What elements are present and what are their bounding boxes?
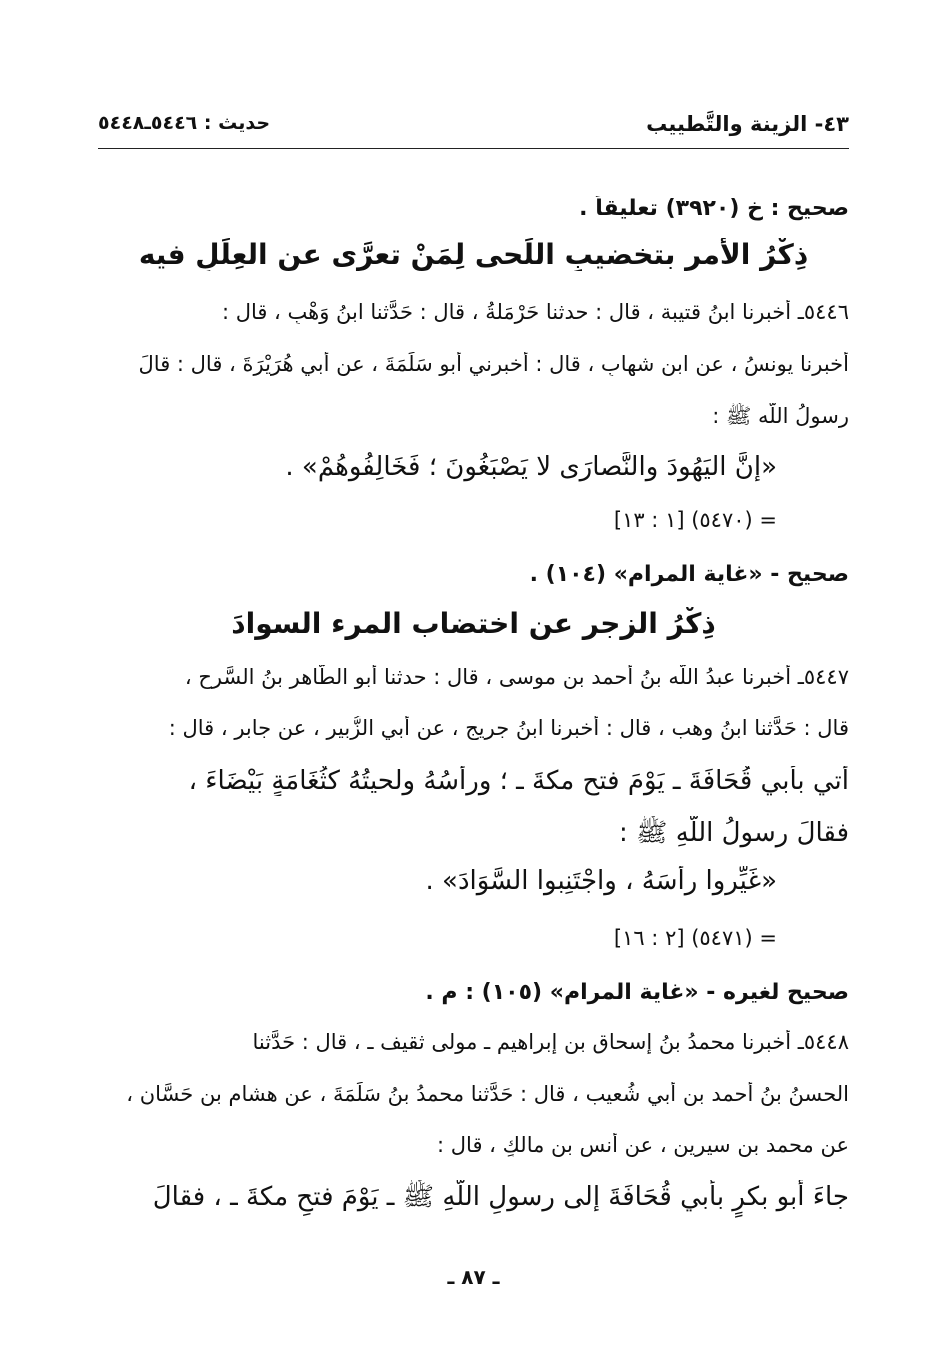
hadith-5446-line-2: أخبرنا يونسُ ، عن ابنِ شهابٍ ، قال : أخبرني أبو سَلَمَةَ ، عن أبي هُرَيْرَةَ ، قال : قالَ bbox=[138, 352, 849, 376]
hadith-5446-cross-reference: = (٥٤٧٠) [١ : ١٣] bbox=[613, 508, 777, 532]
hadith-5447-line-1: ٥٤٤٧ـ أخبرنا عبدُ اللّه بنُ أحمد بن موسى ، قال : حدثنا أبو الطَّاهر بنُ السَّرحِ ، bbox=[184, 665, 849, 689]
hadith-5446-line-3: رسولُ اللّه ﷺ : bbox=[712, 404, 849, 428]
grade-line: صحيح - «غاية المرام» (١٠٤) . bbox=[529, 562, 849, 587]
section-title: ذِكْرُ الزجر عن اختضاب المرء السوادَ bbox=[231, 607, 716, 640]
hadith-5447-cross-reference: = (٥٤٧١) [٢ : ١٦] bbox=[613, 926, 777, 950]
section-title: ذِكْرُ الأمر بتخضيبِ اللِّحى لِمَنْ تعرَّى عن العِلَلِ فيه bbox=[138, 238, 809, 271]
grade-line: صحيح : خ (٣٩٢٠) تعليقاً . bbox=[579, 196, 849, 221]
hadith-5446-line-1: ٥٤٤٦ـ أخبرنا ابنُ قتيبة ، قال : حدثنا حَرْمَلةُ ، قال : حَدَّثنا ابنُ وَهْبٍ ، قال : bbox=[221, 300, 849, 324]
hadith-5447-line-4: فقالَ رسولُ اللّهِ ﷺ : bbox=[619, 818, 849, 848]
hadith-5446-matn: «إنَّ اليَهُودَ والنَّصارَى لا يَصْبَغُونَ ؛ فَخَالِفُوهُمْ» . bbox=[285, 452, 777, 482]
chapter-header: ٤٣- الزينة والتَّطييب bbox=[646, 112, 849, 136]
hadith-5447-matn: «غَيِّروا رأسَهُ ، واجْتَنِبوا السَّوَادَ» . bbox=[425, 866, 777, 896]
hadith-5448-line-2: الحسنُ بنُ أحمد بنِ أبي شُعيب ، قال : حَدَّثنا محمدُ بنُ سَلَمَةَ ، عن هشامِ بنِ حَسَّان ، bbox=[126, 1082, 849, 1106]
hadith-range-header: حديث : ٥٤٤٦ـ٥٤٤٨ bbox=[98, 112, 271, 134]
hadith-5447-line-2: قال : حَدَّثنا ابنُ وهب ، قال : أخبرنا ابنُ جريج ، عن أبي الزُّبير ، عن جابر ، قال : bbox=[168, 716, 849, 740]
grade-line: صحيح لغيره - «غاية المرام» (١٠٥) : م . bbox=[425, 980, 849, 1005]
hadith-5447-line-3: أُتي بأبي قُحَافَةَ ـ يَوْمَ فتح مكةَ ـ ؛ ورأسُهُ ولحيتُهُ كثُغَامَةٍ بَيْضَاءَ ، bbox=[188, 766, 849, 796]
page-number: ـ ٨٧ ـ bbox=[447, 1265, 500, 1289]
hadith-5448-line-4: جاءَ أبو بكرٍ بأبي قُحَافَةَ إلى رسولِ اللّهِ ﷺ ـ يَوْمَ فتحِ مكةَ ـ ، فقالَ bbox=[152, 1182, 849, 1212]
header-rule bbox=[98, 148, 849, 149]
hadith-5448-line-1: ٥٤٤٨ـ أخبرنا محمدُ بنُ إسحاق بن إبراهيم ـ مولى ثقيف ـ ، قال : حَدَّثنا bbox=[252, 1030, 849, 1054]
hadith-5448-line-3: عن محمد بن سيرين ، عن أنس بن مالكٍ ، قال : bbox=[437, 1133, 849, 1157]
